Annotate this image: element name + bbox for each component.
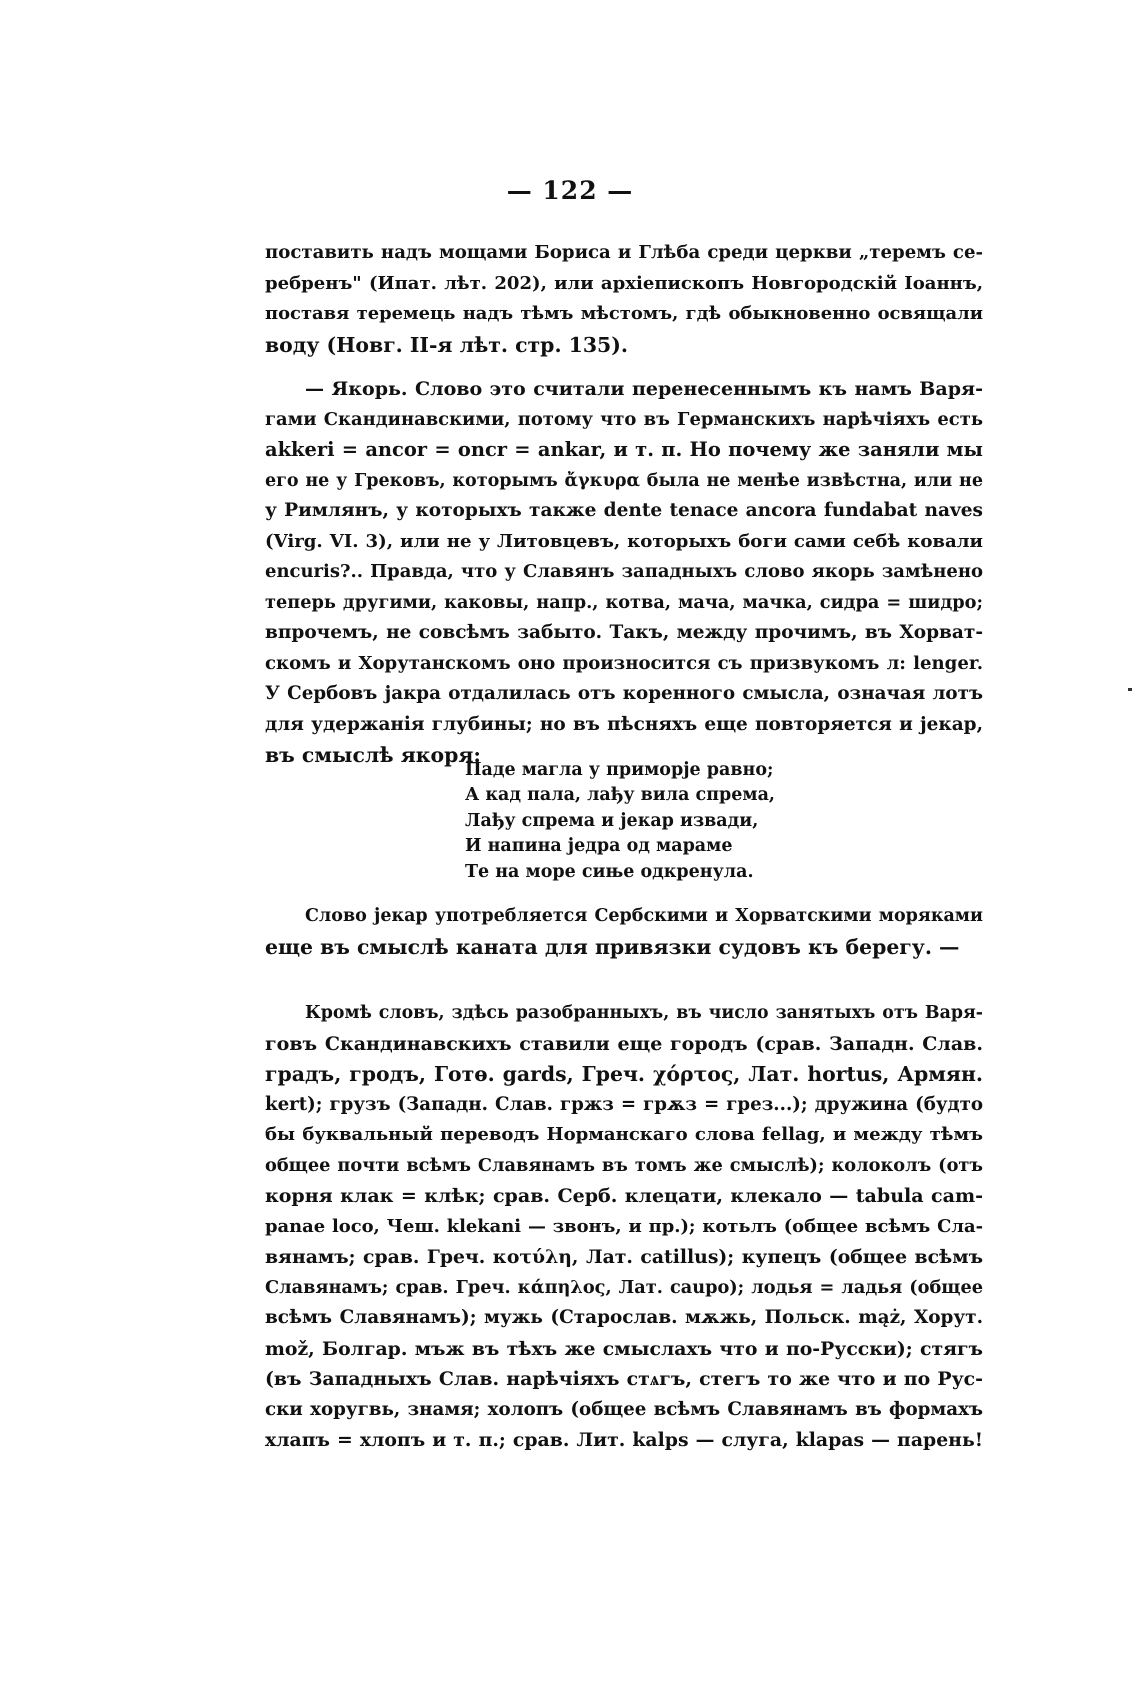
text-line: воду (Новг. II-я лѣт. стр. 135). <box>265 332 628 357</box>
poem-verse: Лађу спрема и јекар извади, <box>465 810 759 831</box>
paragraph-jekar <box>265 901 983 962</box>
text-line: akkeri = ancor = oncr = ankar, и т. п. Но почему же заняли мы <box>265 438 983 461</box>
paragraph-other-words <box>265 998 983 1456</box>
text-line: kert); грузъ (Западн. Слав. гржз = грѫз = грез...); дружина (будто <box>265 1093 983 1115</box>
text-line: гами Скандинавскими, потому что въ Германскихъ нарѣчіяхъ есть <box>265 408 983 430</box>
text-line: у Римлянъ, у которыхъ также dente tenace ancora fundabat naves <box>265 500 983 521</box>
text-line: вянамъ; срав. Греч. κοτύλη, Лат. catillus); купецъ (общее всѣмъ <box>265 1246 983 1268</box>
text-line: его не у Грековъ, которымъ ἄγκυρα была не менѣе извѣстна, или не <box>265 470 983 491</box>
text-line: говъ Скандинавскихъ ставили еще городъ (срав. Западн. Слав. <box>265 1032 983 1055</box>
text-line: — Якорь. Слово это считали перенесеннымъ къ намъ Варя- <box>305 378 983 400</box>
text-line: еще въ смыслѣ каната для привязки судовъ къ берегу. — <box>265 934 960 959</box>
paragraph-terem <box>265 238 983 360</box>
text-line: Кромѣ словъ, здѣсь разобранныхъ, въ число занятыхъ отъ Варя- <box>305 1003 983 1023</box>
poem-verse: Те на море сиње одкренула. <box>465 861 754 882</box>
text-line: для удержанія глубины; но въ пѣсняхъ еще повторяется и јекар, <box>265 713 983 735</box>
text-line: ски хоругвь, знамя; холопъ (общее всѣмъ Славянамъ въ формахъ <box>265 1398 983 1420</box>
text-line: бы буквальный переводъ Норманскаго слова fellag, и между тѣмъ <box>265 1124 983 1145</box>
text-line: panae loco, Чеш. klekani — звонъ, и пр.); котьлъ (общее всѣмъ Сла- <box>265 1215 983 1237</box>
poem-verse: И напина једра од мараме <box>465 836 733 857</box>
poem-verse: А кад пала, лађу вила спрема, <box>465 785 776 806</box>
poem-quote <box>465 758 775 885</box>
text-line: всѣмъ Славянамъ); мужь (Старослав. мѫжь, Польск. mąż, Хорут. <box>265 1307 983 1328</box>
scan-margin-mark <box>1128 688 1132 691</box>
text-line: впрочемъ, не совсѣмъ забыто. Такъ, между прочимъ, въ Хорват- <box>265 622 983 643</box>
page-number: — 122 — <box>506 176 634 205</box>
text-line: общее почти всѣмъ Славянамъ въ томъ же смыслѣ); колоколъ (отъ <box>265 1154 983 1176</box>
text-line: скомъ и Хорутанскомъ оно произносится съ призвукомъ л: lenger. <box>265 652 983 674</box>
text-line: хлапъ = хлопъ и т. п.; срав. Лит. kalps — слуга, klapas — парень! <box>265 1429 983 1451</box>
text-line: корня клак = клѣк; срав. Серб. клецати, клекало — tabula cam- <box>265 1185 983 1207</box>
text-line: (въ Западныхъ Слав. нарѣчіяхъ стѧгъ, стегъ то же что и по Рус- <box>265 1368 983 1390</box>
text-line: поставя теремець надъ тѣмъ мѣстомъ, гдѣ обыкновенно освящали <box>265 303 983 324</box>
text-line: теперь другими, каковы, напр., котва, мача, мачка, сидра = шидро; <box>265 591 983 613</box>
paragraph-yakor <box>265 374 983 771</box>
text-line: encuris?.. Правда, что у Славянъ западныхъ слово якорь замѣнено <box>265 561 983 582</box>
text-line: (Virg. VI. 3), или не у Литовцевъ, которыхъ боги сами себѣ ковали <box>265 530 983 552</box>
text-line: ребренъ" (Ипат. лѣт. 202), или архіепископъ Новгородскій Іоаннъ, <box>265 272 983 294</box>
poem-verse: Паде магла у приморје равно; <box>465 760 774 780</box>
text-line: Славянамъ; срав. Греч. κάπηλος, Лат. caupo); лодья = ладья (общее <box>265 1276 983 1298</box>
text-line: въ смыслѣ якоря: <box>265 743 481 767</box>
text-line: Слово јекар употребляется Сербскими и Хорватскими моряками <box>305 906 983 926</box>
text-line: mož, Болгар. мъж въ тѣхъ же смыслахъ что и по-Русски); стягъ <box>265 1337 983 1360</box>
text-line: У Сербовъ јакра отдалилась отъ коренного смысла, означая лотъ <box>265 683 983 704</box>
text-line: градъ, гродъ, Готѳ. gards, Греч. χόρτος, Лат. hortus, Армян. <box>265 1062 983 1086</box>
text-line: поставить надъ мощами Бориса и Глѣба среди церкви „теремъ се- <box>265 242 983 263</box>
